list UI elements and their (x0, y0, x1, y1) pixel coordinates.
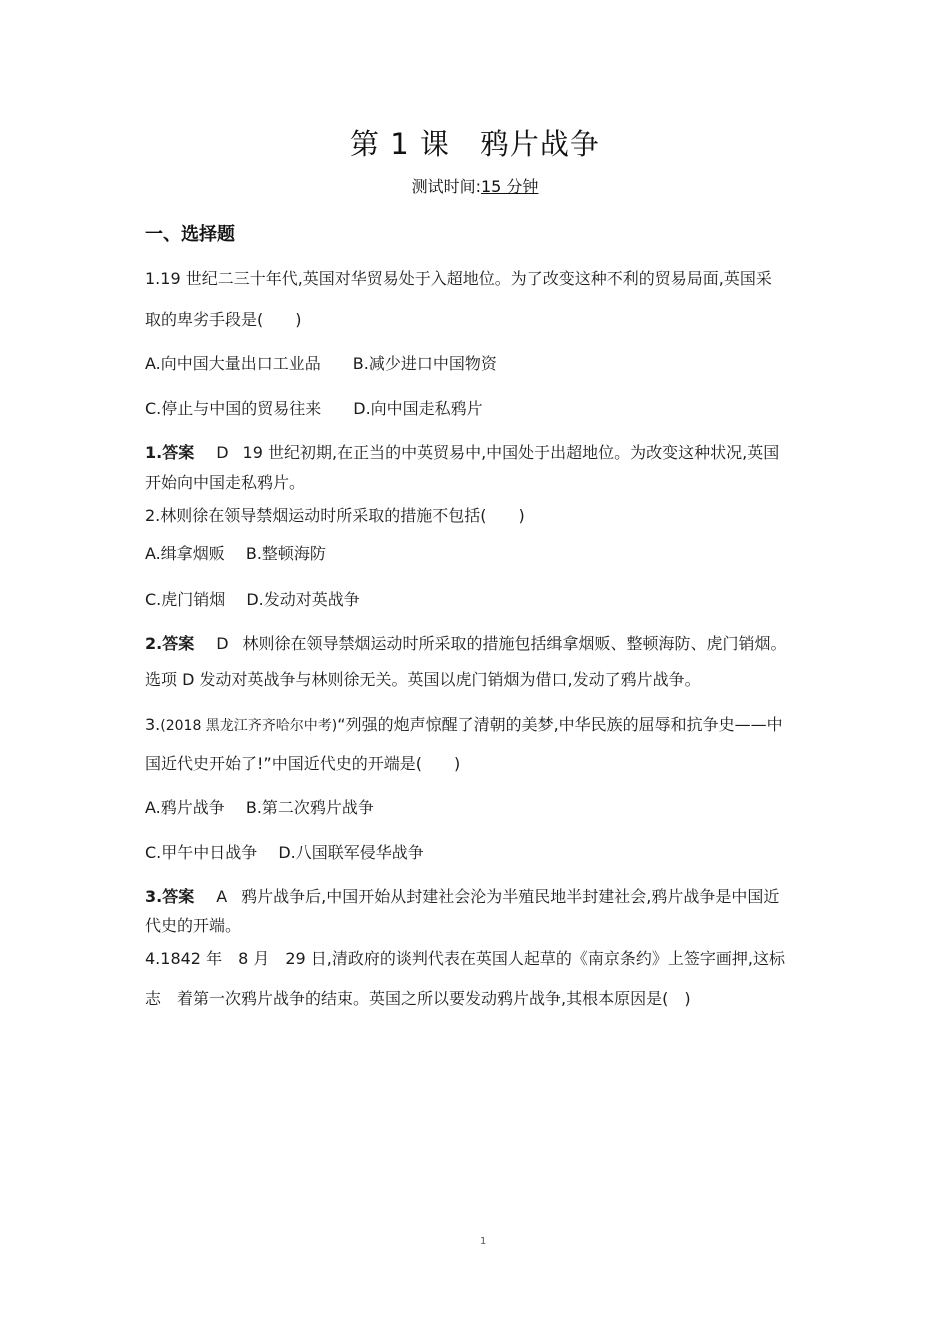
q1-answer-key: D (216, 443, 229, 462)
q3-stem-line2: 国近代史开始了!”中国近代史的开端是( ) (145, 754, 461, 773)
q2-options-ab: A.缉拿烟贩 B.整顿海防 (145, 544, 326, 563)
q3-explain-line2: 代史的开端。 (145, 916, 242, 935)
test-time-label: 测试时间: (411, 177, 481, 196)
q1-stem-line1: 1.19 世纪二三十年代,英国对华贸易处于入超地位。为了改变这种不利的贸易局面,英国采 (145, 269, 772, 288)
q2-explain-line1: 林则徐在领导禁烟运动时所采取的措施包括缉拿烟贩、整顿海防、虎门销烟。 (242, 634, 787, 653)
q3-options-ab: A.鸦片战争 B.第二次鸦片战争 (145, 798, 374, 817)
q1-options-cd: C.停止与中国的贸易往来 D.向中国走私鸦片 (145, 399, 483, 418)
q1-options-ab: A.向中国大量出口工业品 B.减少进口中国物资 (145, 354, 497, 373)
q2-answer-key: D (216, 634, 229, 653)
q3-options-cd: C.甲午中日战争 D.八国联军侵华战争 (145, 843, 424, 862)
q1-explain-line2: 开始向中国走私鸦片。 (145, 473, 306, 492)
q3-stem-prefix: 3. (145, 715, 161, 734)
q2-explain-line2: 选项 D 发动对英战争与林则徐无关。英国以虎门销烟为借口,发动了鸦片战争。 (145, 670, 701, 689)
q3-answer (145, 884, 779, 907)
section-title: 一、选择题 (145, 224, 235, 245)
q3-stem-line1-rest: “列强的炮声惊醒了清朝的美梦,中华民族的屈辱和抗争史——中 (337, 715, 783, 734)
q3-explain-line1: 鸦片战争后,中国开始从封建社会沦为半殖民地半封建社会,鸦片战争是中国近 (241, 887, 780, 906)
q1-answer (145, 440, 779, 463)
q1-explain-line1: 19 世纪初期,在正当的中英贸易中,中国处于出超地位。为改变这种状况,英国 (242, 443, 780, 462)
page-title: 第 1 课 鸦片战争 (350, 127, 600, 161)
q1-answer-label: 1.答案 (145, 443, 195, 462)
q4-stem-line1: 4.1842 年 8 月 29 日,清政府的谈判代表在英国人起草的《南京条约》上签字画押,这标 (145, 949, 785, 968)
q2-answer-label: 2.答案 (145, 634, 195, 653)
q3-stem-source: (2018 黑龙江齐齐哈尔中考) (160, 718, 338, 734)
q4-stem-line2: 志 着第一次鸦片战争的结束。英国之所以要发动鸦片战争,其根本原因是( ) (145, 989, 691, 1008)
page-number: 1 (480, 1236, 487, 1247)
q3-stem-line1 (145, 712, 783, 735)
test-time (0, 174, 950, 197)
q3-answer-label: 3.答案 (145, 887, 195, 906)
q2-stem-line1: 2.林则徐在领导禁烟运动时所采取的措施不包括( ) (145, 506, 525, 525)
q2-options-cd: C.虎门销烟 D.发动对英战争 (145, 590, 360, 609)
q3-answer-key: A (216, 887, 228, 906)
test-time-value: 15 分钟 (480, 177, 539, 196)
q2-answer (145, 631, 787, 654)
q1-stem-line2: 取的卑劣手段是( ) (145, 310, 302, 329)
